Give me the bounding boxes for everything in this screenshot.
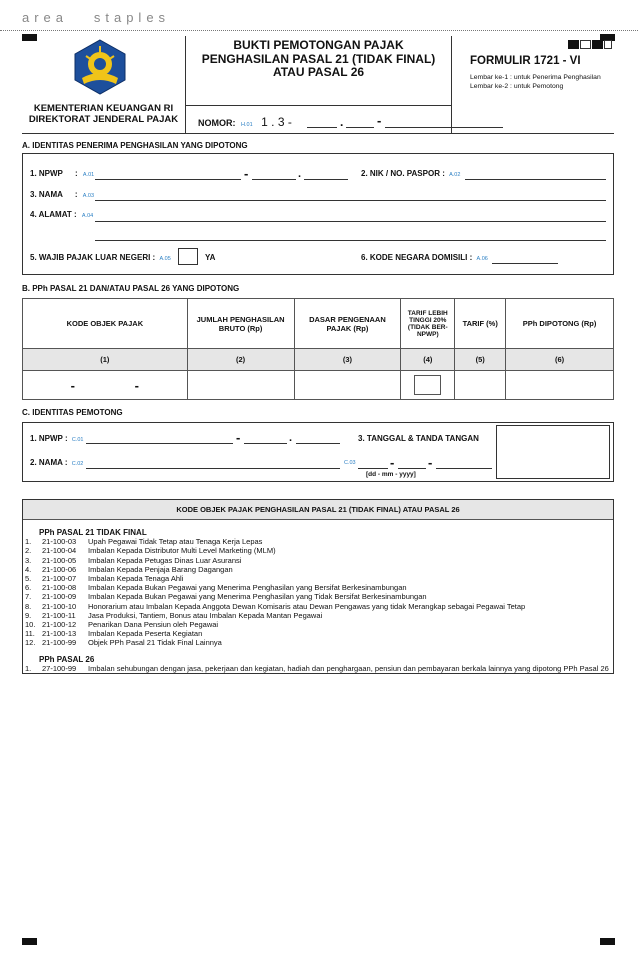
col-header-tarif: TARIF (%) xyxy=(455,299,506,349)
pemotong-nama-code: C.02 xyxy=(71,461,84,467)
ministry-line-1: KEMENTERIAN KEUANGAN RI xyxy=(33,103,174,114)
mark-square-1 xyxy=(568,40,579,49)
col-header-tarif-lebih: TARIF LEBIH TINGGI 20% (TIDAK BER-NPWP) xyxy=(401,299,455,349)
nik-input[interactable] xyxy=(465,179,606,180)
code-item-number: 8. xyxy=(25,601,32,611)
code-list-item xyxy=(25,602,610,611)
code-item-number: 10. xyxy=(25,620,36,630)
code-item-description: Imbalan sehubungan dengan jasa, pekerjaan dan kegiatan, hadiah dan penghargaan, pensiun dan pembayaran berkala lainnya yang dipotong PPh Pasal 26 xyxy=(88,663,609,673)
alamat-input-1[interactable] xyxy=(95,221,606,222)
mark-square-3 xyxy=(592,40,603,49)
cell-tarif[interactable] xyxy=(455,371,506,400)
code-item-code: 21-100-11 xyxy=(42,610,76,620)
code-item-number: 1. xyxy=(25,663,32,673)
header-bottom-rule xyxy=(22,133,614,134)
tanggal-dash-1: - xyxy=(390,455,395,470)
tanggal-year-input[interactable] xyxy=(436,468,492,469)
staples-dotted-line xyxy=(0,30,638,31)
form-title-rule xyxy=(185,105,451,106)
sheet-1-note: Lembar ke-1 : untuk Penerima Penghasilan xyxy=(470,74,601,81)
group-pph21-items xyxy=(25,537,610,647)
nama-colon: : xyxy=(74,190,78,199)
wp-field-code: A.05 xyxy=(159,256,171,262)
negara-label-text: 6. KODE NEGARA DOMISILI : xyxy=(361,253,473,262)
pph-table-header-row xyxy=(23,299,614,349)
wp-ya-label: YA xyxy=(205,253,216,262)
alamat-input-2[interactable] xyxy=(95,240,606,241)
nik-label-text: 2. NIK / NO. PASPOR : xyxy=(361,169,445,178)
nomor-segment-1[interactable] xyxy=(307,127,337,128)
npwp-dot: . xyxy=(298,168,302,180)
code-item-number: 6. xyxy=(25,583,32,593)
code-item-code: 21-100-05 xyxy=(42,555,77,565)
wp-luar-negeri-label xyxy=(30,253,171,262)
col-number-5: (5) xyxy=(455,349,506,371)
npwp-colon: : xyxy=(74,169,78,178)
code-item-number: 3. xyxy=(25,555,32,565)
form-title xyxy=(186,39,451,80)
code-item-description: Objek PPh Pasal 21 Tidak Final Lainnya xyxy=(88,638,222,648)
col-header-bruto: JUMLAH PENGHASILAN BRUTO (Rp) xyxy=(187,299,294,349)
tanggal-label: 3. TANGGAL & TANDA TANGAN xyxy=(358,434,479,443)
mark-square-2 xyxy=(580,40,591,49)
tanggal-month-input[interactable] xyxy=(398,468,426,469)
pph-table-number-row xyxy=(23,349,614,371)
nomor-segment-3[interactable] xyxy=(385,127,503,128)
code-item-description: Imbalan Kepada Bukan Pegawai yang Menerima Penghasilan yang Bersifat Berkesinambungan xyxy=(88,583,407,593)
code-list-item xyxy=(25,620,610,629)
cell-kode-objek[interactable] xyxy=(23,371,188,400)
sheet-info xyxy=(470,74,601,91)
code-item-code: 27-100-99 xyxy=(42,663,77,673)
ministry-line-2: DIREKTORAT JENDERAL PAJAK xyxy=(28,114,179,125)
col-number-6: (6) xyxy=(506,349,614,371)
alamat-label xyxy=(30,210,93,219)
kode-dash-1: - xyxy=(70,377,76,393)
code-list-item xyxy=(25,556,610,565)
code-item-description: Imbalan Kepada Peserta Kegiatan xyxy=(88,629,203,639)
nama-label xyxy=(30,190,94,199)
code-item-code: 21-100-06 xyxy=(42,564,77,574)
code-list-item xyxy=(25,574,610,583)
code-item-number: 9. xyxy=(25,610,32,620)
nama-label-text: 3. NAMA xyxy=(30,190,63,199)
code-item-code: 21-100-08 xyxy=(42,583,77,593)
npwp-input-2[interactable] xyxy=(252,179,296,180)
nomor-segment-2[interactable] xyxy=(346,127,374,128)
tanggal-dash-2: - xyxy=(428,455,433,470)
code-item-code: 21-100-12 xyxy=(42,620,77,630)
npwp-field-code: A.01 xyxy=(82,172,95,178)
col-number-2: (2) xyxy=(187,349,294,371)
col-number-1: (1) xyxy=(23,349,188,371)
code-item-description: Upah Pegawai Tidak Tetap atau Tenaga Kerja Lepas xyxy=(88,537,263,547)
corner-mark-top-left xyxy=(22,34,37,41)
signature-box[interactable] xyxy=(496,425,610,479)
mark-square-4 xyxy=(604,40,612,49)
pemotong-nama-label-text: 2. NAMA : xyxy=(30,458,68,467)
npwp-label xyxy=(30,169,94,178)
col-header-dpp: DASAR PENGENAAN PAJAK (Rp) xyxy=(294,299,401,349)
code-item-description: Imbalan Kepada Petugas Dinas Luar Asuransi xyxy=(88,555,242,565)
code-item-description: Jasa Produksi, Tantiem, Bonus atau Imbalan Kepada Mantan Pegawai xyxy=(88,610,323,620)
col-number-4: (4) xyxy=(401,349,455,371)
npwp-label-text: 1. NPWP xyxy=(30,169,63,178)
code-item-description: Honorarium atau Imbalan Kepada Anggota Dewan Komisaris atau Dewan Pengawas yang tidak Merangkap sebagai Pegawai Tetap xyxy=(88,601,526,611)
code-item-number: 1. xyxy=(25,537,32,547)
nomor-row xyxy=(198,115,292,129)
section-c-title: C. IDENTITAS PEMOTONG xyxy=(22,408,123,417)
group-pph26-title: PPh PASAL 26 xyxy=(39,654,95,664)
pemotong-npwp-input-3[interactable] xyxy=(296,443,340,444)
tanggal-format-hint: [dd - mm - yyyy] xyxy=(366,471,416,478)
code-item-code: 21-100-04 xyxy=(42,546,77,556)
code-item-description: Penarikan Dana Pensiun oleh Pegawai xyxy=(88,620,219,630)
negara-field-code: A.06 xyxy=(476,256,488,262)
code-item-number: 7. xyxy=(25,592,32,602)
pemotong-npwp-input-1[interactable] xyxy=(86,443,233,444)
header-divider-right xyxy=(451,36,452,133)
nomor-field-code: H.01 xyxy=(241,122,253,128)
code-item-code: 21-100-07 xyxy=(42,574,77,584)
form-code: FORMULIR 1721 - VI xyxy=(470,55,581,67)
alamat-field-code: A.04 xyxy=(81,213,94,219)
code-item-code: 21-100-09 xyxy=(42,592,77,602)
group-pph21-title: PPh PASAL 21 TIDAK FINAL xyxy=(39,528,147,537)
negara-label xyxy=(361,253,488,262)
pemotong-nama-label xyxy=(30,458,83,467)
pemotong-nama-input[interactable] xyxy=(86,468,340,469)
nik-field-code: A.02 xyxy=(449,172,461,178)
col-header-kode: KODE OBJEK PAJAK xyxy=(23,299,188,349)
nama-field-code: A.03 xyxy=(82,193,95,199)
npwp-input-3[interactable] xyxy=(304,179,348,180)
pph-table-data-row xyxy=(23,371,614,400)
code-list-item xyxy=(25,565,610,574)
form-title-line-2: PENGHASILAN PASAL 21 (TIDAK FINAL) xyxy=(201,51,436,66)
code-item-description: Imbalan Kepada Distributor Multi Level Marketing (MLM) xyxy=(88,546,276,556)
cell-pph[interactable] xyxy=(506,371,614,400)
tanggal-field-code: C.03 xyxy=(344,460,356,466)
sheet-2-note: Lembar ke-2 : untuk Pemotong xyxy=(470,82,564,90)
code-list-item xyxy=(25,583,610,592)
wp-label-text: 5. WAJIB PAJAK LUAR NEGERI : xyxy=(30,253,156,262)
staples-area-label: area staples xyxy=(22,10,171,25)
codes-title-bar: KODE OBJEK PAJAK PENGHASILAN PASAL 21 (TIDAK FINAL) ATAU PASAL 26 xyxy=(23,500,613,520)
code-item-code: 21-100-10 xyxy=(42,601,77,611)
nomor-label: NOMOR: xyxy=(198,118,236,128)
code-list-item xyxy=(25,638,610,647)
code-item-description: Imbalan Kepada Bukan Pegawai yang Menerima Penghasilan yang Tidak Bersifat Berkesinambungan xyxy=(88,592,427,602)
code-item-number: 2. xyxy=(25,546,32,556)
pemotong-npwp-input-2[interactable] xyxy=(244,443,287,444)
npwp-input-1[interactable] xyxy=(95,179,241,180)
form-title-line-3: ATAU PASAL 26 xyxy=(272,65,365,79)
section-b-title: B. PPh PASAL 21 DAN/ATAU PASAL 26 YANG DIPOTONG xyxy=(22,284,240,293)
code-item-code: 21-100-13 xyxy=(42,629,77,639)
col-number-3: (3) xyxy=(294,349,401,371)
form-title-line-1: BUKTI PEMOTONGAN PAJAK xyxy=(233,38,404,52)
code-list-item xyxy=(25,592,610,601)
code-item-code: 21-100-99 xyxy=(42,638,77,648)
tanggal-day-input[interactable] xyxy=(358,468,388,469)
code-item-number: 4. xyxy=(25,564,32,574)
code-list-item xyxy=(25,546,610,555)
corner-mark-bottom-left xyxy=(22,938,37,945)
cell-tarif-lebih xyxy=(401,371,455,400)
code-item-number: 11. xyxy=(25,629,35,639)
section-a-title: A. IDENTITAS PENERIMA PENGHASILAN YANG DIPOTONG xyxy=(22,141,248,150)
nomor-dash: - xyxy=(377,113,382,128)
nomor-dot: . xyxy=(340,115,344,129)
code-item-number: 5. xyxy=(25,574,32,584)
group-pph26-items xyxy=(25,664,610,673)
pemotong-npwp-code: C.01 xyxy=(71,437,84,443)
code-item-code: 21-100-03 xyxy=(42,537,77,547)
code-item-number: 12. xyxy=(25,638,36,648)
code-list-item xyxy=(25,611,610,620)
cell-bruto[interactable] xyxy=(187,371,294,400)
cell-dpp[interactable] xyxy=(294,371,401,400)
corner-mark-bottom-right xyxy=(600,938,615,945)
pemotong-npwp-label xyxy=(30,434,84,443)
ministry-name xyxy=(22,103,185,125)
code-list-item xyxy=(25,537,610,546)
negara-input[interactable] xyxy=(492,263,558,264)
code-item-description: Imbalan Kepada Tenaga Ahli xyxy=(88,574,184,584)
npwp-dash: - xyxy=(244,166,249,181)
nama-input[interactable] xyxy=(95,200,606,201)
code-item-description: Imbalan Kepada Penjaja Barang Dagangan xyxy=(88,564,233,574)
kode-dash-2: - xyxy=(134,377,139,393)
nik-label xyxy=(361,169,460,178)
pph-table xyxy=(22,298,614,400)
nomor-prefix: 1 . 3 - xyxy=(261,115,292,129)
tarif-lebih-checkbox[interactable] xyxy=(414,375,441,395)
alamat-label-text: 4. ALAMAT : xyxy=(30,210,77,219)
col-header-pph: PPh DIPOTONG (Rp) xyxy=(506,299,614,349)
pemotong-npwp-dot: . xyxy=(289,432,293,444)
wp-luar-negeri-checkbox[interactable] xyxy=(178,248,198,265)
codes-list xyxy=(25,528,610,673)
ministry-logo-icon xyxy=(72,38,128,96)
code-list-item xyxy=(25,664,610,673)
pemotong-npwp-dash: - xyxy=(236,430,241,445)
pemotong-npwp-label-text: 1. NPWP : xyxy=(30,434,68,443)
code-list-item xyxy=(25,629,610,638)
